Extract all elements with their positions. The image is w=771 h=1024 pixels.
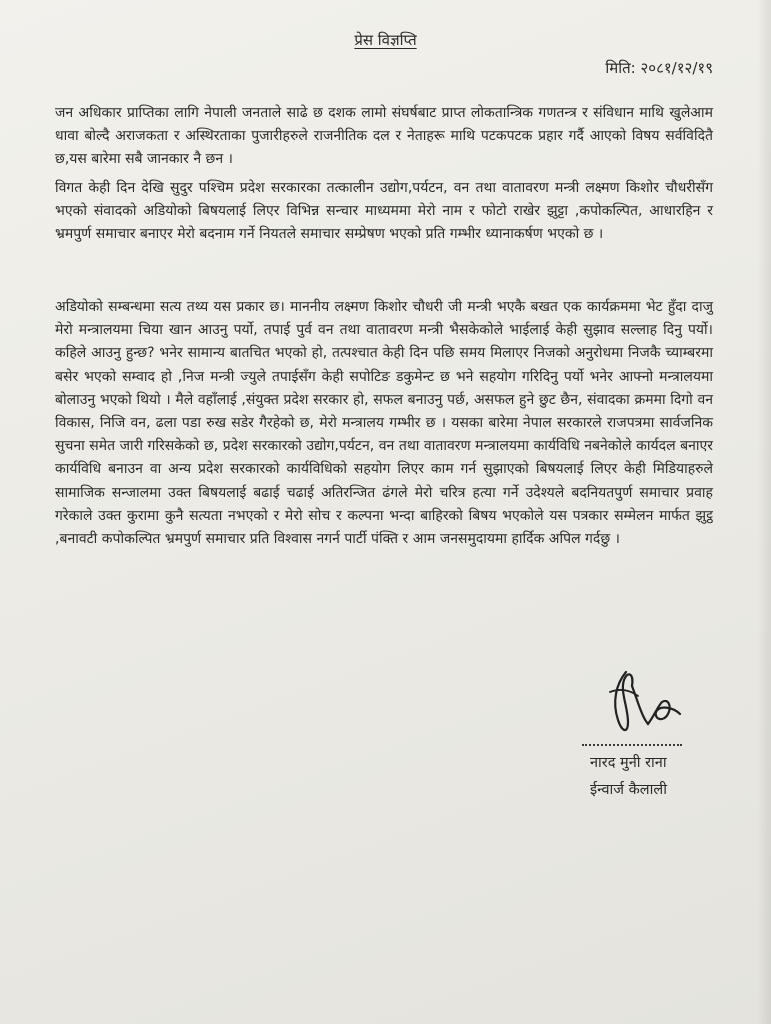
document-title [0,30,771,50]
signatory-title: ईन्वार्ज कैलाली [590,782,667,798]
paragraph-1: जन अधिकार प्राप्तिका लागि नेपाली जनताले साढे छ दशक लामो संघर्षबाट प्राप्त लोकतान्त्रिक गणतन्त्र र संविधान माथि खुलेआम धावा बोल्दै अराजकता र अस्थिरताका पुजारीहरुले राजनीतिक दल र नेताहरू माथि पटकपटक प्रहार गर्दै आएको विषय सर्वविदितै छ,यस बारेमा सबै जानकार नै छन । [55,105,713,168]
paper-edge-shadow [757,0,771,1024]
paragraph-2: विगत केही दिन देखि सुदुर पश्चिम प्रदेश सरकारका तत्कालीन उद्योग,पर्यटन, वन तथा वातावरण मन्त्री लक्ष्मण किशोर चौधरीसँग भएको संवादको अडियोको बिषयलाई लिएर विभिन्न सन्चार माध्यममा मेरो नाम र फोटो राखेर झुट्टा ,कपोकल्पित, आधारहिन र भ्रमपुर्ण समाचार बनाएर मेरो बदनाम गर्ने नियतले समाचार सम्प्रेषण भएको प्रति गम्भीर ध्यानाकर्षण भएको छ । [55,180,713,243]
document-date: मिति: २०८१/१२/१९ [605,59,713,77]
paragraph-3: अडियोको सम्बन्धमा सत्य तथ्य यस प्रकार छ। माननीय लक्ष्मण किशोर चौधरी जी मन्त्री भएकै बखत एक कार्यक्रममा भेट हुँदा दाजु मेरो मन्त्रालयमा चिया खान आउनु पर्यो, तपाई पुर्व वन तथा वातावरण मन्त्री भैसकेकोले भाईलाई केही सुझाव सल्लाह दिनु पर्यो। कहिले आउनु हुन्छ? भनेर सामान्य बातचित भएको हो, तत्पश्चात केही दिन पछि समय मिलाएर निजको अनुरोधमा निजकै च्याम्बरमा बसेर भएको सम्वाद हो ,निज मन्त्री ज्युले तपाईसँग केही सपोटिङ डकुमेन्ट छ भने सहयोग गरिदिनु पर्यो भनेर आफ्नो मन्त्रालयमा बोलाउनु भएको थियो । मैले वहाँलाई ,संयुक्त प्रदेश सरकार हो, सफल बनाउनु पर्छ, असफल हुने छुट छैन, संवादका क्रममा दिगो वन विकास, निजि वन, ढला पडा रुख सडेर गैरहेको छ, मेरो मन्त्रालय गम्भीर छ । यसका बारेमा नेपाल सरकारले राजपत्रमा सार्वजनिक सुचना समेत जारी गरिसकेको छ, प्रदेश सरकारको उद्योग,पर्यटन, वन तथा वातावरण मन्त्रालयमा कार्यविधि नबनेकोले कार्यदल बनाएर कार्यविधि बनाउन वा अन्य प्रदेश सरकारको कार्यविधिको सहयोग लिएर काम गर्न सुझाएको बिषयलाई लिएर केही मिडियाहरुले सामाजिक सन्जालमा उक्त बिषयलाई बढाई चढाई अतिरन्जित ढंगले मेरो चरित्र हत्या गर्ने उदेश्यले बदनियतपुर्ण समाचार प्रवाह गरेकाले उक्त कुरामा कुनै सत्यता नभएको र मेरो सोच र कल्पना भन्दा बाहिरको बिषय भएकोले यस पत्रकार सम्मेलन मार्फत झुट्ठ ,बनावटी कपोकल्पित भ्रमपुर्ण समाचार प्रति विश्वास नगर्न पार्टी पंक्ति र आम जनसमुदायमा हार्दिक अपिल गर्दछु । [55,299,713,548]
document-title-text: प्रेस विज्ञप्ति [354,31,417,49]
signatory-name: नारद मुनी राना [590,755,667,771]
handwritten-signature [598,662,688,747]
signature-line [582,744,682,746]
